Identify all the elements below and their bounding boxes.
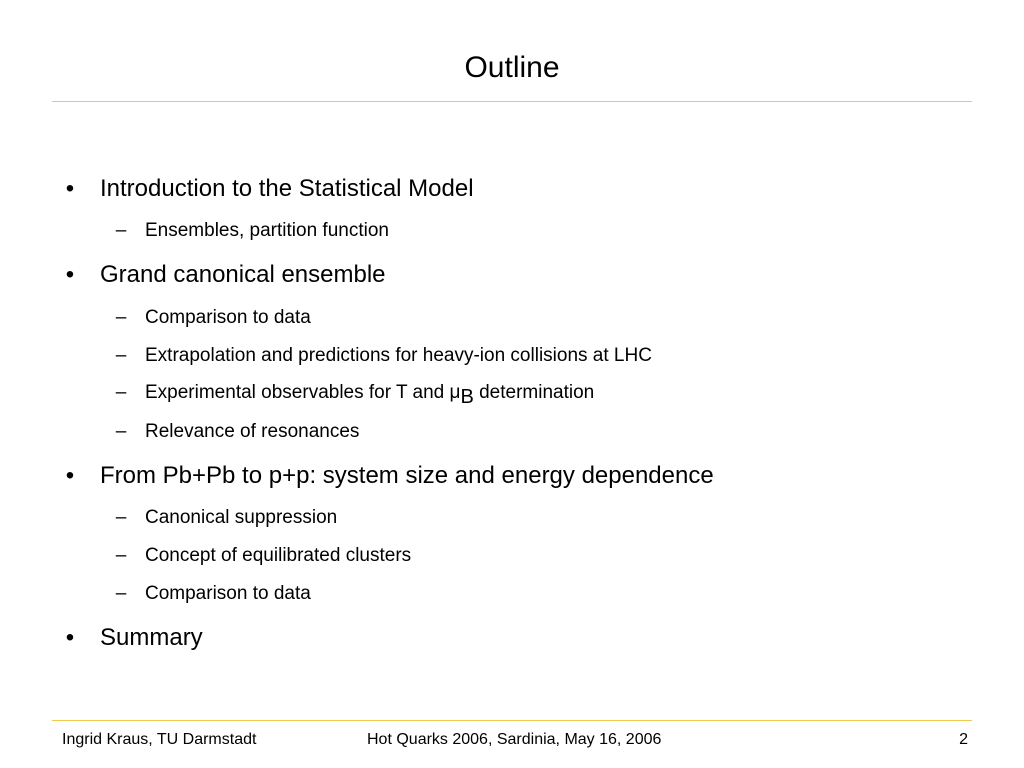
- outline-item-grand-canonical: [65, 260, 386, 290]
- bullet-icon: •: [65, 624, 75, 651]
- outline-item-pbpb-to-pp: [65, 461, 714, 491]
- slide-title: Outline: [464, 51, 560, 84]
- bullet-icon: •: [65, 175, 75, 202]
- outline-item-text: From Pb+Pb to p+p: system size and energy dependence: [100, 462, 714, 489]
- outline-subitem-text: Canonical suppression: [145, 507, 338, 528]
- outline-subitem-text-before: Experimental observables for T and μ: [145, 382, 461, 403]
- footer-author: Ingrid Kraus, TU Darmstadt: [62, 731, 257, 748]
- bullet-icon: •: [65, 462, 75, 489]
- outline-subitem-ensembles: [115, 219, 389, 243]
- outline-item-text: Grand canonical ensemble: [100, 261, 386, 288]
- outline-subitem-text: [145, 382, 595, 408]
- dash-icon: –: [115, 382, 127, 403]
- dash-icon: –: [115, 545, 127, 566]
- footer-event: Hot Quarks 2006, Sardinia, May 16, 2006: [367, 731, 662, 748]
- outline-subitem-text: Comparison to data: [145, 583, 311, 604]
- outline-subitem-comparison-2: [115, 582, 311, 606]
- dash-icon: –: [115, 507, 127, 528]
- dash-icon: –: [115, 345, 127, 366]
- outline-subitem-canonical-suppression: [115, 506, 338, 530]
- outline-subitem-text: Concept of equilibrated clusters: [145, 545, 412, 566]
- bullet-icon: •: [65, 261, 75, 288]
- outline-subitem-resonances: [115, 420, 360, 444]
- outline-subitem-text: Relevance of resonances: [145, 421, 360, 442]
- outline-subitem-clusters: [115, 544, 412, 568]
- dash-icon: –: [115, 421, 127, 442]
- dash-icon: –: [115, 307, 127, 328]
- outline-subitem-text-after: determination: [473, 382, 595, 403]
- outline-subitem-text: Extrapolation and predictions for heavy-ion collisions at LHC: [145, 345, 652, 366]
- outline-item-text: Summary: [100, 624, 203, 651]
- outline-subitem-text: Ensembles, partition function: [145, 220, 389, 241]
- outline-subitem-extrapolation: [115, 344, 652, 368]
- footer-divider: [52, 720, 972, 721]
- outline-item-text: Introduction to the Statistical Model: [100, 175, 474, 202]
- dash-icon: –: [115, 583, 127, 604]
- outline-item-introduction: [65, 174, 474, 204]
- outline-subitem-comparison: [115, 306, 311, 330]
- outline-item-summary: [65, 623, 203, 653]
- outline-subitem-observables: [115, 381, 595, 408]
- dash-icon: –: [115, 220, 127, 241]
- outline-subitem-text: Comparison to data: [145, 307, 311, 328]
- page-number: 2: [959, 731, 968, 748]
- mu-subscript: B: [460, 386, 474, 408]
